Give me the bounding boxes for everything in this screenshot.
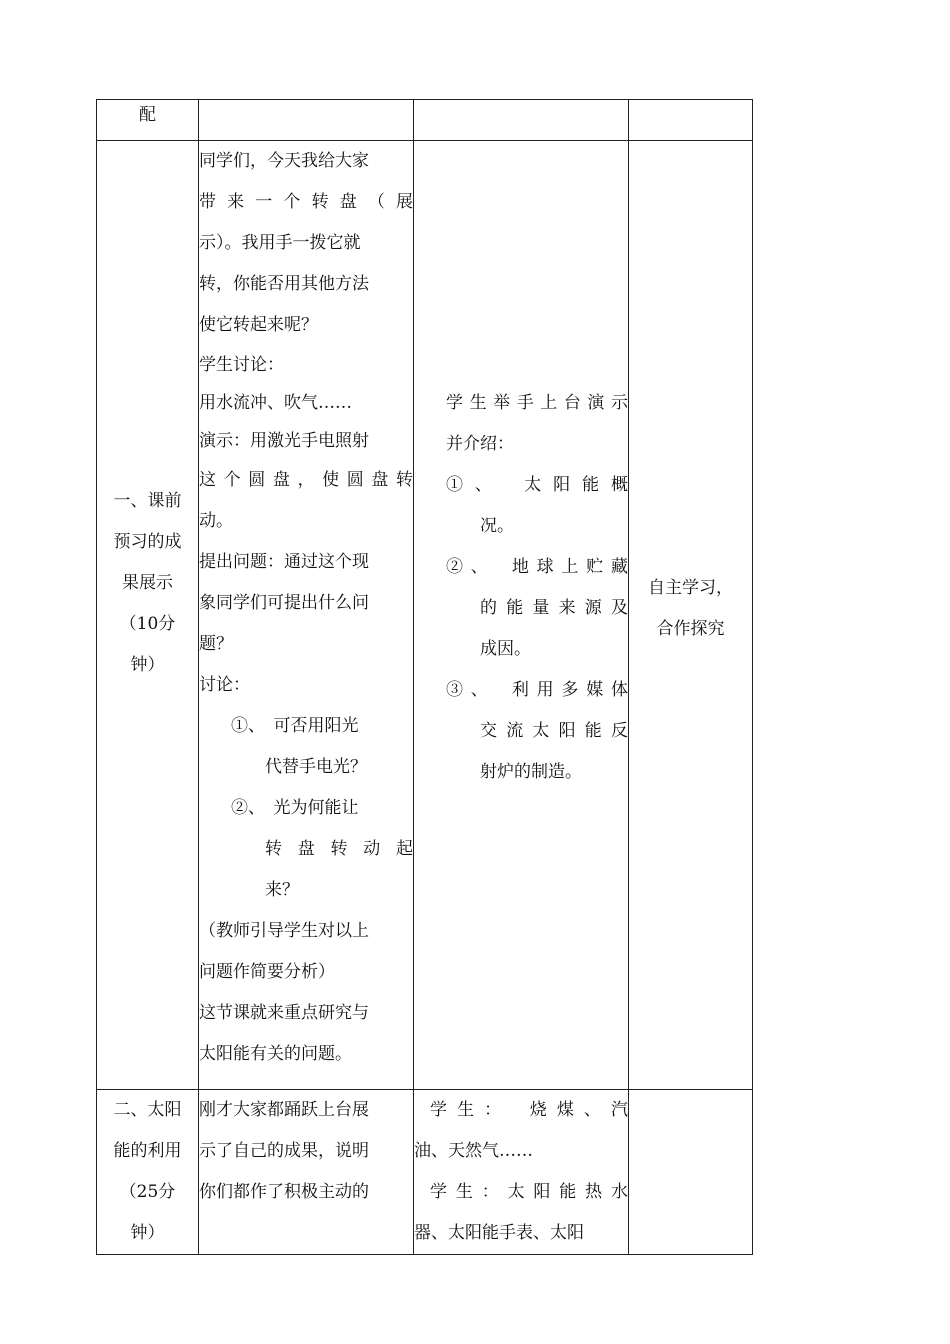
student-line: 交流太阳能反 [480, 721, 628, 741]
teacher-line: 来？ [265, 880, 299, 900]
lesson-plan-table [96, 99, 753, 1255]
teacher-line: 转，你能否用其他方法 [199, 274, 369, 294]
teacher-line: 刚才大家都踊跃上台展 [199, 1100, 369, 1120]
teacher-cell [199, 100, 414, 141]
teacher-cell [199, 141, 414, 1090]
teacher-line: 问题作简要分析） [199, 962, 335, 982]
student-line: 学生举手上台演示 [446, 393, 628, 413]
teacher-line: 使它转起来呢？ [199, 315, 318, 335]
teacher-line: 转盘转动起 [265, 839, 413, 859]
stage-text: 配 [139, 105, 156, 125]
student-line: 射炉的制造。 [480, 762, 582, 782]
teacher-line: （教师引导学生对以上 [199, 921, 369, 941]
teacher-line: 同学们，今天我给大家 [199, 151, 369, 171]
teacher-line: 学生讨论： [199, 355, 284, 375]
teacher-line: ①、 可否用阳光 [231, 716, 359, 736]
stage-cell [97, 1090, 199, 1255]
table-row [97, 100, 753, 141]
student-line: 的能量来源及 [480, 598, 628, 618]
table-row [97, 1090, 753, 1255]
student-cell [414, 1090, 629, 1255]
teacher-line: 示）。我用手一拨它就 [199, 233, 361, 253]
teacher-line: 题？ [199, 634, 233, 654]
teacher-line: 带来一个转盘（展 [199, 192, 413, 212]
stage-line: 钟） [130, 655, 165, 675]
stage-line: 预习的成 [113, 532, 182, 552]
student-line: ②、 地球上贮藏 [446, 557, 628, 577]
intent-cell [629, 100, 753, 141]
teacher-line: 象同学们可提出什么问 [199, 593, 369, 613]
stage-line: （25分 [119, 1182, 176, 1202]
teacher-line: 代替手电光？ [265, 757, 367, 777]
stage-line: 一、课前 [113, 491, 182, 511]
teacher-line: 提出问题：通过这个现 [199, 552, 369, 572]
student-line: 成因。 [480, 639, 531, 659]
student-line: 学生： 烧煤、汽 [430, 1100, 628, 1120]
student-cell [414, 100, 629, 141]
stage-line: 钟） [130, 1223, 165, 1243]
student-line: 器、太阳能手表、太阳 [414, 1223, 584, 1243]
intent-line: 合作探究 [656, 619, 725, 639]
stage-cell [97, 141, 199, 1090]
teacher-line: 示了自己的成果，说明 [199, 1141, 369, 1161]
stage-line: 二、太阳 [113, 1100, 182, 1120]
intent-cell [629, 1090, 753, 1255]
student-line: 学生：太阳能热水 [430, 1182, 628, 1202]
intent-line: 自主学习， [648, 578, 733, 598]
teacher-line: 动。 [199, 511, 233, 531]
teacher-line: 这个圆盘，使圆盘转 [199, 470, 413, 490]
table-row [97, 141, 753, 1090]
intent-cell [629, 141, 753, 1090]
student-line: ①、 太阳能概 [446, 475, 628, 495]
stage-line: 果展示 [122, 573, 173, 593]
student-cell [414, 141, 629, 1090]
student-line: 并介绍： [446, 434, 514, 454]
teacher-line: 讨论： [199, 675, 250, 695]
student-line: 况。 [480, 516, 514, 536]
student-line: ③、 利用多媒体 [446, 680, 628, 700]
stage-line: 能的利用 [113, 1141, 182, 1161]
teacher-line: 你们都作了积极主动的 [199, 1182, 369, 1202]
teacher-line: ②、 光为何能让 [231, 798, 359, 818]
teacher-line: 这节课就来重点研究与 [199, 1003, 369, 1023]
stage-line: （10分 [119, 614, 176, 634]
stage-cell [97, 100, 199, 141]
student-line: 油、天然气…… [414, 1141, 533, 1161]
teacher-line: 演示：用激光手电照射 [199, 431, 369, 451]
teacher-line: 太阳能有关的问题。 [199, 1044, 352, 1064]
teacher-cell [199, 1090, 414, 1255]
teacher-line: 用水流冲、吹气…… [199, 393, 352, 413]
